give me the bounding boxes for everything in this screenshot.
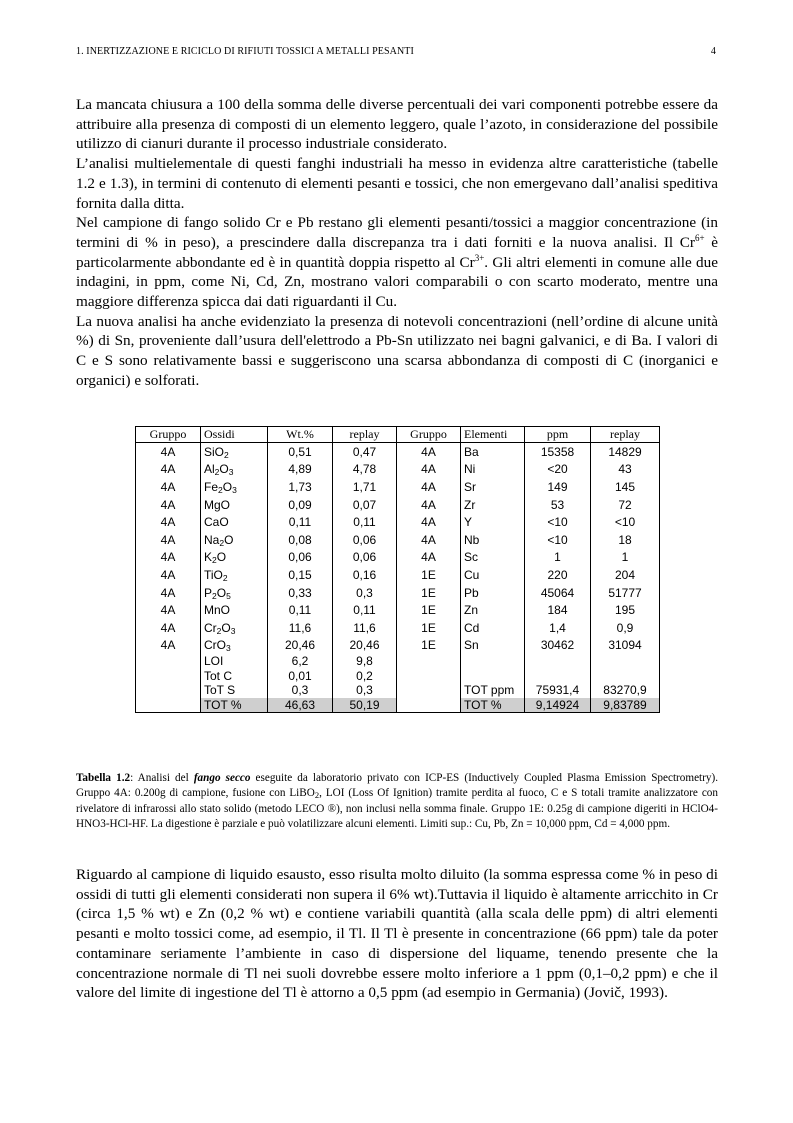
group-cell: 1E (397, 637, 461, 655)
element-cell (461, 654, 525, 669)
group-cell: 4A (397, 549, 461, 567)
group-cell (397, 698, 461, 713)
oxide-cell (201, 478, 268, 496)
group-cell: 4A (136, 601, 201, 619)
replay-cell: 0,9 (591, 619, 660, 637)
replay-cell: 0,16 (333, 566, 397, 584)
oxide-cell (201, 549, 268, 567)
element-cell: TOT % (461, 698, 525, 713)
oxide-cell (201, 584, 268, 602)
replay-cell: 72 (591, 496, 660, 514)
ppm-cell: 53 (525, 496, 591, 514)
replay-cell: 1,71 (333, 478, 397, 496)
oxide-text: O (216, 585, 227, 600)
oxide-text: O (222, 479, 233, 494)
group-cell: 4A (136, 513, 201, 531)
replay-cell: 0,47 (333, 443, 397, 461)
group-cell: 4A (136, 496, 201, 514)
text-run: Nel campione di fango solido Cr e Pb restano gli elementi pesanti/tossici a maggior concentrazione (in termini di % in peso), a prescindere dalla discrepanza tra i dati forniti e la nuova analisi. Il Cr (76, 214, 718, 251)
replay-cell: 0,06 (333, 531, 397, 549)
col-header: Gruppo (136, 427, 201, 443)
subscript: 2 (214, 467, 220, 478)
replay-cell (591, 654, 660, 669)
superscript: 3+ (474, 252, 485, 263)
ppm-cell: <10 (525, 531, 591, 549)
subscript: 5 (226, 590, 231, 601)
group-cell: 1E (397, 584, 461, 602)
text-run: è particolarmente abbondante ed è in quantità doppia rispetto al Cr (76, 233, 718, 271)
replay-cell: 0,07 (333, 496, 397, 514)
caption-label: Tabella 1.2 (76, 772, 131, 784)
oxide-text: Al (204, 462, 215, 477)
group-cell (136, 698, 201, 713)
ppm-cell: 1,4 (525, 619, 591, 637)
replay-cell: 14829 (591, 443, 660, 461)
element-cell: Sr (461, 478, 525, 496)
ppm-cell: 75931,4 (525, 683, 591, 698)
group-cell: 4A (397, 531, 461, 549)
ppm-cell (525, 669, 591, 684)
caption-text: : Analisi del (130, 772, 194, 784)
wt-cell: 1,73 (268, 478, 333, 496)
replay-cell: 51777 (591, 584, 660, 602)
replay-cell: 31094 (591, 637, 660, 655)
replay-cell: 83270,9 (591, 683, 660, 698)
replay-cell (591, 669, 660, 684)
group-cell: 4A (136, 443, 201, 461)
paragraph: La nuova analisi ha anche evidenziato la presenza di notevoli concentrazioni (nell’ordine di alcune unità %) di Sn, proveniente dall’usura dell'elettrodo a Pb-Sn utilizzato nei bagni galvanici, e di Ba. I valori di C e S sono relativamente bassi e suggeriscono una scarsa abbondanza di composti di C (inorganici e organici) e solforati. (76, 312, 718, 389)
replay-cell: 0,3 (333, 584, 397, 602)
table-row (136, 683, 660, 698)
group-cell: 4A (397, 496, 461, 514)
col-header: Wt.% (268, 427, 333, 443)
oxide-text: O (216, 550, 227, 565)
replay-cell: 195 (591, 601, 660, 619)
replay-cell: 0,11 (333, 513, 397, 531)
ppm-cell: 9,14924 (525, 698, 591, 713)
ppm-cell (525, 654, 591, 669)
subscript: 2 (212, 555, 217, 566)
table-row (136, 513, 660, 531)
subscript: 3 (228, 467, 234, 478)
replay-cell: 50,19 (333, 698, 397, 713)
ppm-cell: <20 (525, 461, 591, 479)
element-cell: Y (461, 513, 525, 531)
replay-cell: 9,8 (333, 654, 397, 669)
caption-text: , LOI (Loss Of Ignition) tramite perdita al fuoco, C e S totali tramite analizzatore con rivelatore di infrarossi allo stato solido (metodo LECO ®), non inclusi nella somma finale. Gruppo 1E: 0.25g di campione digeriti in HClO4-HNO3-HCl-HF. La digestione è parziale e può volatilizzare alcuni elementi. Limiti sup.: Cu, Pb, Zn = 10,000 ppm, Cd = 4,000 ppm. (76, 787, 718, 830)
element-cell (461, 669, 525, 684)
oxide-cell (201, 513, 268, 531)
element-cell: Zn (461, 601, 525, 619)
ppm-cell: 220 (525, 566, 591, 584)
oxide-cell: Tot C (201, 669, 268, 684)
table-row (136, 637, 660, 655)
subscript: 2 (216, 625, 222, 636)
replay-cell: 0,11 (333, 601, 397, 619)
replay-cell: 1 (591, 549, 660, 567)
replay-cell: 4,78 (333, 461, 397, 479)
wt-cell: 0,01 (268, 669, 333, 684)
element-cell: Zr (461, 496, 525, 514)
ppm-cell: 184 (525, 601, 591, 619)
wt-cell: 11,6 (268, 619, 333, 637)
replay-cell: 145 (591, 478, 660, 496)
subscript: 3 (230, 625, 236, 636)
table-row (136, 601, 660, 619)
group-cell: 4A (397, 443, 461, 461)
oxide-text: MnO (204, 603, 231, 618)
running-header (76, 46, 716, 60)
subscript: 2 (224, 449, 229, 460)
oxide-cell (201, 461, 268, 479)
subscript: 2 (222, 572, 228, 583)
group-cell: 4A (136, 478, 201, 496)
element-cell: Nb (461, 531, 525, 549)
wt-cell: 0,09 (268, 496, 333, 514)
group-cell: 4A (136, 566, 201, 584)
group-cell: 4A (136, 549, 201, 567)
element-cell: Cu (461, 566, 525, 584)
table-row (136, 531, 660, 549)
col-header: replay (333, 427, 397, 443)
group-cell (397, 683, 461, 698)
group-cell: 4A (136, 619, 201, 637)
group-cell: 4A (136, 461, 201, 479)
table-row (136, 619, 660, 637)
col-header: Elementi (461, 427, 525, 443)
superscript: 6+ (694, 232, 705, 243)
replay-cell: 20,46 (333, 637, 397, 655)
wt-cell: 0,08 (268, 531, 333, 549)
oxide-text: CrO (204, 638, 226, 653)
col-header: Ossidi (201, 427, 268, 443)
paragraph: L’analisi multielementale di questi fanghi industriali ha messo in evidenza altre caratteristiche (tabelle 1.2 e 1.3), in termini di contenuto di elementi pesanti e tossici, che non emergevano dall’analisi speditiva fornita dalla ditta. (76, 155, 718, 212)
oxide-cell (201, 619, 268, 637)
wt-cell: 46,63 (268, 698, 333, 713)
oxide-cell (201, 531, 268, 549)
oxide-cell (201, 601, 268, 619)
oxide-text: P (204, 585, 213, 600)
element-cell: Ba (461, 443, 525, 461)
replay-cell: 11,6 (333, 619, 397, 637)
element-cell: Cd (461, 619, 525, 637)
oxide-text: Si (204, 444, 215, 459)
oxide-text: O (214, 444, 225, 459)
table-caption (76, 771, 718, 832)
group-cell: 1E (397, 566, 461, 584)
oxide-cell (201, 443, 268, 461)
oxide-text: O (224, 532, 234, 547)
group-cell (397, 654, 461, 669)
replay-cell: 18 (591, 531, 660, 549)
page-number: 4 (710, 46, 716, 57)
group-cell: 4A (136, 584, 201, 602)
table-header-row (136, 427, 660, 443)
oxide-cell (201, 566, 268, 584)
table-row (136, 496, 660, 514)
subscript: 2 (219, 537, 225, 548)
table-row (136, 478, 660, 496)
wt-cell: 0,06 (268, 549, 333, 567)
col-header: Gruppo (397, 427, 461, 443)
oxide-text: O (219, 462, 229, 477)
table-row (136, 549, 660, 567)
data-table (135, 426, 660, 713)
oxide-cell (201, 496, 268, 514)
ppm-cell: 149 (525, 478, 591, 496)
wt-cell: 0,11 (268, 601, 333, 619)
oxide-text: Fe (204, 479, 219, 494)
subscript: 3 (232, 484, 237, 495)
subscript: 2 (212, 590, 217, 601)
wt-cell: 0,33 (268, 584, 333, 602)
group-cell: 4A (136, 531, 201, 549)
group-cell (136, 683, 201, 698)
group-cell: 4A (397, 478, 461, 496)
col-header: replay (591, 427, 660, 443)
group-cell (397, 669, 461, 684)
wt-cell: 20,46 (268, 637, 333, 655)
subscript: 2 (218, 484, 223, 495)
table-row (136, 443, 660, 461)
replay-cell: 0,06 (333, 549, 397, 567)
replay-cell: <10 (591, 513, 660, 531)
paragraph: Riguardo al campione di liquido esausto, esso risulta molto diluito (la somma espressa come % in peso di ossidi di tutti gli elementi considerati non supera il 6% wt).Tuttavia il liquido è altamente arricchito in Cr (circa 1,5 % wt) e Zn (0,2 % wt) e contiene variabili quantità (alla scala delle ppm) di altri elementi pesanti e molto tossici come, ad esempio, il Tl. Il Tl è presente in concentrazione (66 ppm) tale da poter contaminare seriamente l’ambiente in caso di dispersione del liquame, tenendo presente che la concentrazione normale di Tl nei suoli dovrebbe essere molto inferiore a 1 ppm (0,1–0,2 ppm) e che il valore del limite di ingestione del Tl è attorno a 0,5 ppm (ad esempio in Germania) (Jovič, 1993). (76, 866, 718, 1002)
subscript: 2 (314, 790, 320, 801)
oxide-text: O (221, 620, 231, 635)
ppm-cell: <10 (525, 513, 591, 531)
oxide-text: TiO (204, 567, 223, 582)
caption-emphasis: fango secco (193, 772, 251, 784)
table-row (136, 566, 660, 584)
oxide-text: Na (204, 532, 220, 547)
oxide-cell (201, 637, 268, 655)
text-run: . Gli altri elementi in comune alle due indagini, in ppm, come Ni, Cd, Zn, mostrano valori comparabili o con scarto moderato, mentre una maggiore differenza spicca dai dati riguardanti il Cu. (76, 253, 718, 311)
oxide-text: Cr (204, 620, 217, 635)
table-row (136, 461, 660, 479)
replay-cell: 9,83789 (591, 698, 660, 713)
element-cell: Ni (461, 461, 525, 479)
oxide-cell: LOI (201, 654, 268, 669)
element-cell: TOT ppm (461, 683, 525, 698)
replay-cell: 0,2 (333, 669, 397, 684)
wt-cell: 0,51 (268, 443, 333, 461)
wt-cell: 6,2 (268, 654, 333, 669)
element-cell: Sn (461, 637, 525, 655)
ppm-cell: 45064 (525, 584, 591, 602)
element-cell: Sc (461, 549, 525, 567)
group-cell (136, 654, 201, 669)
group-cell: 1E (397, 619, 461, 637)
oxide-text: K (204, 550, 213, 565)
ppm-cell: 15358 (525, 443, 591, 461)
table-row (136, 669, 660, 684)
col-header: ppm (525, 427, 591, 443)
wt-cell: 4,89 (268, 461, 333, 479)
group-cell: 4A (397, 461, 461, 479)
replay-cell: 43 (591, 461, 660, 479)
ppm-cell: 1 (525, 549, 591, 567)
paragraph: La mancata chiusura a 100 della somma delle diverse percentuali dei vari componenti potrebbe essere da attribuire alla presenza di composti di un elemento leggero, quale l’azoto, in considerazione del possibile utilizzo di cianuri durante il processo industriale considerato. (76, 96, 718, 153)
wt-cell: 0,15 (268, 566, 333, 584)
group-cell: 4A (136, 637, 201, 655)
ppm-cell: 30462 (525, 637, 591, 655)
oxide-cell: ToT S (201, 683, 268, 698)
chapter-title: 1. INERTIZZAZIONE E RICICLO DI RIFIUTI TOSSICI A METALLI PESANTI (76, 46, 414, 57)
replay-cell: 0,3 (333, 683, 397, 698)
wt-cell: 0,3 (268, 683, 333, 698)
total-row (136, 698, 660, 713)
element-cell: Pb (461, 584, 525, 602)
oxide-text: MgO (204, 497, 231, 512)
subscript: 3 (226, 643, 231, 654)
body-text-bottom (76, 865, 718, 1003)
paragraph (76, 213, 718, 312)
table-row (136, 654, 660, 669)
table-row (136, 584, 660, 602)
group-cell (136, 669, 201, 684)
group-cell: 4A (397, 513, 461, 531)
oxide-cell: TOT % (201, 698, 268, 713)
group-cell: 1E (397, 601, 461, 619)
caption-text: eseguite da laboratorio privato con ICP-ES (Inductively Coupled Plasma Emission Spectrometry). Gruppo 4A: 0.200g di campione, fusione con LiBO (76, 772, 718, 800)
body-text-top (76, 95, 718, 391)
replay-cell: 204 (591, 566, 660, 584)
wt-cell: 0,11 (268, 513, 333, 531)
oxide-text: CaO (204, 515, 229, 530)
